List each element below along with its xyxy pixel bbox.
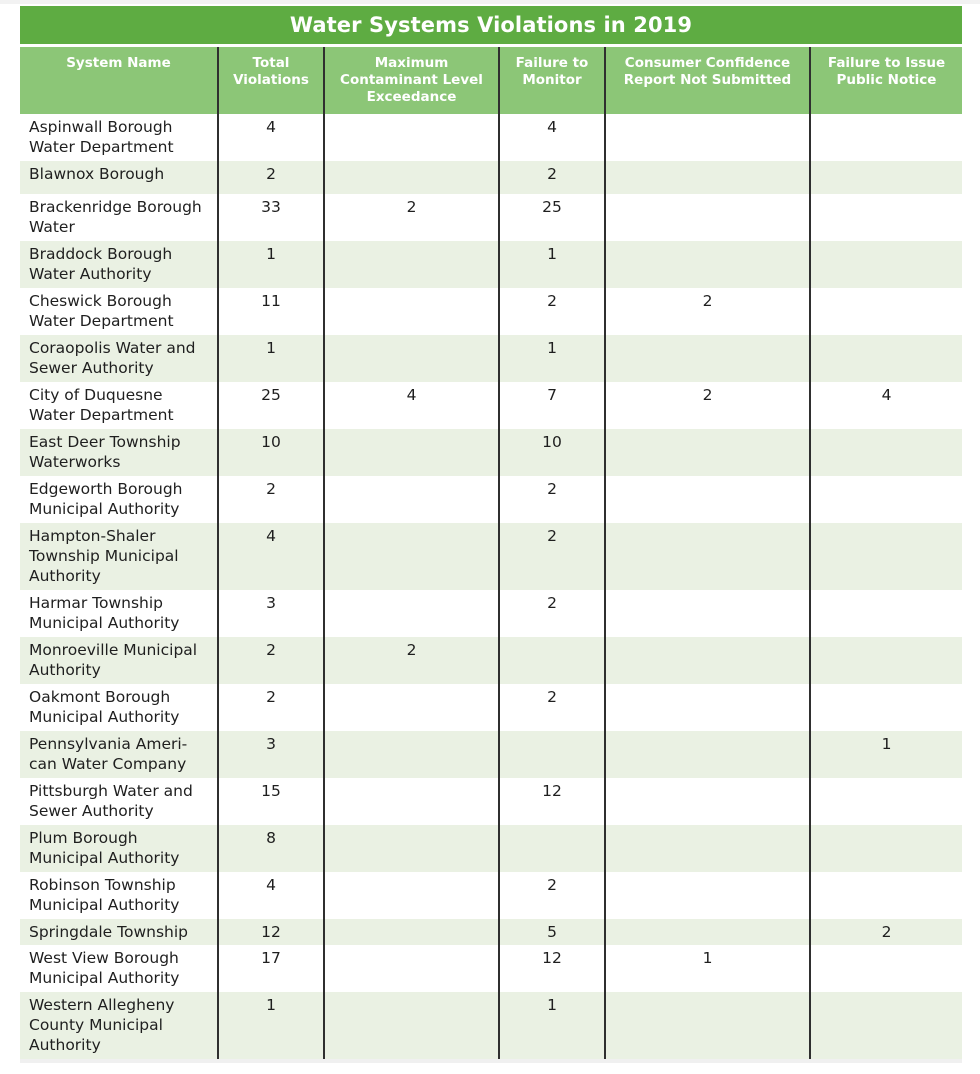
ccr-not-submitted-cell [605, 637, 810, 684]
failure-to-monitor-cell: 2 [499, 590, 605, 637]
mcl-exceedance-cell: 2 [324, 637, 499, 684]
ccr-not-submitted-cell [605, 476, 810, 523]
failure-to-monitor-cell: 1 [499, 992, 605, 1059]
public-notice-cell [810, 590, 962, 637]
public-notice-cell [810, 992, 962, 1059]
mcl-exceedance-cell [324, 992, 499, 1059]
system-name-cell: Hampton-Shaler Township Municipal Authority [20, 523, 218, 590]
total-violations-cell: 3 [218, 731, 324, 778]
ccr-not-submitted-cell [605, 731, 810, 778]
total-violations-cell: 3 [218, 590, 324, 637]
column-header-failure-to-monitor: Failure to Monitor [499, 46, 605, 114]
table-row [20, 194, 962, 241]
failure-to-monitor-cell: 1 [499, 241, 605, 288]
system-name-cell: Aspinwall Borough Water Department [20, 114, 218, 161]
ccr-not-submitted-cell [605, 241, 810, 288]
total-violations-cell: 25 [218, 382, 324, 429]
header-row [20, 46, 962, 114]
mcl-exceedance-cell [324, 684, 499, 731]
system-name-cell: Cheswick Borough Water Department [20, 288, 218, 335]
public-notice-cell [810, 476, 962, 523]
mcl-exceedance-cell: 2 [324, 194, 499, 241]
failure-to-monitor-cell [499, 731, 605, 778]
ccr-not-submitted-cell: 2 [605, 288, 810, 335]
mcl-exceedance-cell: 4 [324, 382, 499, 429]
total-violations-cell: 4 [218, 523, 324, 590]
system-name-cell: Blawnox Borough [20, 161, 218, 194]
total-violations-cell: 1 [218, 241, 324, 288]
ccr-not-submitted-cell [605, 919, 810, 945]
table-row [20, 778, 962, 825]
ccr-not-submitted-cell [605, 992, 810, 1059]
total-violations-cell: 12 [218, 919, 324, 945]
public-notice-cell [810, 335, 962, 382]
system-name-cell: Pennsylvania Ameri-can Water Company [20, 731, 218, 778]
total-violations-cell: 4 [218, 114, 324, 161]
mcl-exceedance-cell [324, 335, 499, 382]
public-notice-cell [810, 945, 962, 992]
table-row [20, 992, 962, 1059]
mcl-exceedance-cell [324, 825, 499, 872]
table-row [20, 872, 962, 919]
mcl-exceedance-cell [324, 429, 499, 476]
system-name-cell: Oakmont Borough Municipal Authority [20, 684, 218, 731]
ccr-not-submitted-cell [605, 590, 810, 637]
failure-to-monitor-cell: 25 [499, 194, 605, 241]
table-row [20, 429, 962, 476]
mcl-exceedance-cell [324, 590, 499, 637]
column-header-public-notice: Failure to Issue Public Notice [810, 46, 962, 114]
mcl-exceedance-cell [324, 872, 499, 919]
public-notice-cell [810, 872, 962, 919]
total-violations-cell: 2 [218, 161, 324, 194]
table-row [20, 731, 962, 778]
mcl-exceedance-cell [324, 288, 499, 335]
system-name-cell: Coraopolis Water and Sewer Authority [20, 335, 218, 382]
failure-to-monitor-cell: 2 [499, 872, 605, 919]
total-violations-cell: 2 [218, 637, 324, 684]
total-violations-cell: 1 [218, 335, 324, 382]
failure-to-monitor-cell: 2 [499, 161, 605, 194]
column-header-mcl-exceedance: Maximum Contaminant Level Exceedance [324, 46, 499, 114]
ccr-not-submitted-cell [605, 778, 810, 825]
system-name-cell: West View Borough Municipal Authority [20, 945, 218, 992]
public-notice-cell [810, 161, 962, 194]
public-notice-cell: 4 [810, 382, 962, 429]
table-row [20, 114, 962, 161]
failure-to-monitor-cell: 2 [499, 523, 605, 590]
public-notice-cell [810, 288, 962, 335]
failure-to-monitor-cell: 1 [499, 335, 605, 382]
table-row [20, 637, 962, 684]
public-notice-cell [810, 684, 962, 731]
system-name-cell: City of Duquesne Water Department [20, 382, 218, 429]
ccr-not-submitted-cell [605, 114, 810, 161]
ccr-not-submitted-cell [605, 335, 810, 382]
ccr-not-submitted-cell: 1 [605, 945, 810, 992]
ccr-not-submitted-cell [605, 194, 810, 241]
public-notice-cell [810, 825, 962, 872]
total-violations-cell: 2 [218, 476, 324, 523]
public-notice-cell: 1 [810, 731, 962, 778]
total-violations-cell: 4 [218, 872, 324, 919]
column-header-ccr-not-submitted: Consumer Confidence Report Not Submitted [605, 46, 810, 114]
total-violations-cell: 15 [218, 778, 324, 825]
failure-to-monitor-cell [499, 825, 605, 872]
total-violations-cell: 8 [218, 825, 324, 872]
table-row [20, 161, 962, 194]
system-name-cell: Plum Borough Municipal Authority [20, 825, 218, 872]
mcl-exceedance-cell [324, 476, 499, 523]
table-row [20, 288, 962, 335]
ccr-not-submitted-cell [605, 684, 810, 731]
violations-table-container [20, 6, 962, 1063]
failure-to-monitor-cell: 12 [499, 945, 605, 992]
system-name-cell: Springdale Township [20, 919, 218, 945]
mcl-exceedance-cell [324, 241, 499, 288]
system-name-cell: Harmar Township Municipal Authority [20, 590, 218, 637]
public-notice-cell [810, 637, 962, 684]
public-notice-cell [810, 429, 962, 476]
table-row [20, 825, 962, 872]
mcl-exceedance-cell [324, 161, 499, 194]
public-notice-cell [810, 778, 962, 825]
system-name-cell: Pittsburgh Water and Sewer Authority [20, 778, 218, 825]
column-header-system-name: System Name [20, 46, 218, 114]
total-violations-cell: 10 [218, 429, 324, 476]
mcl-exceedance-cell [324, 945, 499, 992]
total-violations-cell: 33 [218, 194, 324, 241]
table-row [20, 476, 962, 523]
public-notice-cell [810, 241, 962, 288]
table-row [20, 523, 962, 590]
table-row [20, 919, 962, 945]
system-name-cell: Brackenridge Borough Water [20, 194, 218, 241]
failure-to-monitor-cell: 7 [499, 382, 605, 429]
failure-to-monitor-cell: 2 [499, 684, 605, 731]
mcl-exceedance-cell [324, 919, 499, 945]
system-name-cell: Robinson Township Municipal Authority [20, 872, 218, 919]
ccr-not-submitted-cell [605, 825, 810, 872]
failure-to-monitor-cell: 5 [499, 919, 605, 945]
public-notice-cell: 2 [810, 919, 962, 945]
failure-to-monitor-cell: 4 [499, 114, 605, 161]
table-row [20, 684, 962, 731]
failure-to-monitor-cell [499, 637, 605, 684]
total-violations-cell: 11 [218, 288, 324, 335]
page-top-edge [0, 0, 980, 4]
system-name-cell: East Deer Township Waterworks [20, 429, 218, 476]
public-notice-cell [810, 523, 962, 590]
ccr-not-submitted-cell [605, 161, 810, 194]
public-notice-cell [810, 114, 962, 161]
table-row [20, 382, 962, 429]
mcl-exceedance-cell [324, 778, 499, 825]
ccr-not-submitted-cell [605, 429, 810, 476]
public-notice-cell [810, 194, 962, 241]
ccr-not-submitted-cell: 2 [605, 382, 810, 429]
table-row [20, 945, 962, 992]
table-title: Water Systems Violations in 2019 [20, 6, 962, 44]
column-header-total-violations: Total Violations [218, 46, 324, 114]
mcl-exceedance-cell [324, 114, 499, 161]
mcl-exceedance-cell [324, 523, 499, 590]
table-row [20, 241, 962, 288]
failure-to-monitor-cell: 2 [499, 476, 605, 523]
table-bottom-rule [20, 1059, 962, 1063]
failure-to-monitor-cell: 2 [499, 288, 605, 335]
total-violations-cell: 1 [218, 992, 324, 1059]
total-violations-cell: 17 [218, 945, 324, 992]
table-row [20, 590, 962, 637]
system-name-cell: Edgeworth Borough Municipal Authority [20, 476, 218, 523]
mcl-exceedance-cell [324, 731, 499, 778]
violations-table [20, 44, 962, 1059]
ccr-not-submitted-cell [605, 523, 810, 590]
table-body [20, 114, 962, 1059]
failure-to-monitor-cell: 10 [499, 429, 605, 476]
table-row [20, 335, 962, 382]
failure-to-monitor-cell: 12 [499, 778, 605, 825]
ccr-not-submitted-cell [605, 872, 810, 919]
system-name-cell: Western Allegheny County Municipal Authority [20, 992, 218, 1059]
total-violations-cell: 2 [218, 684, 324, 731]
system-name-cell: Braddock Borough Water Authority [20, 241, 218, 288]
system-name-cell: Monroeville Municipal Authority [20, 637, 218, 684]
